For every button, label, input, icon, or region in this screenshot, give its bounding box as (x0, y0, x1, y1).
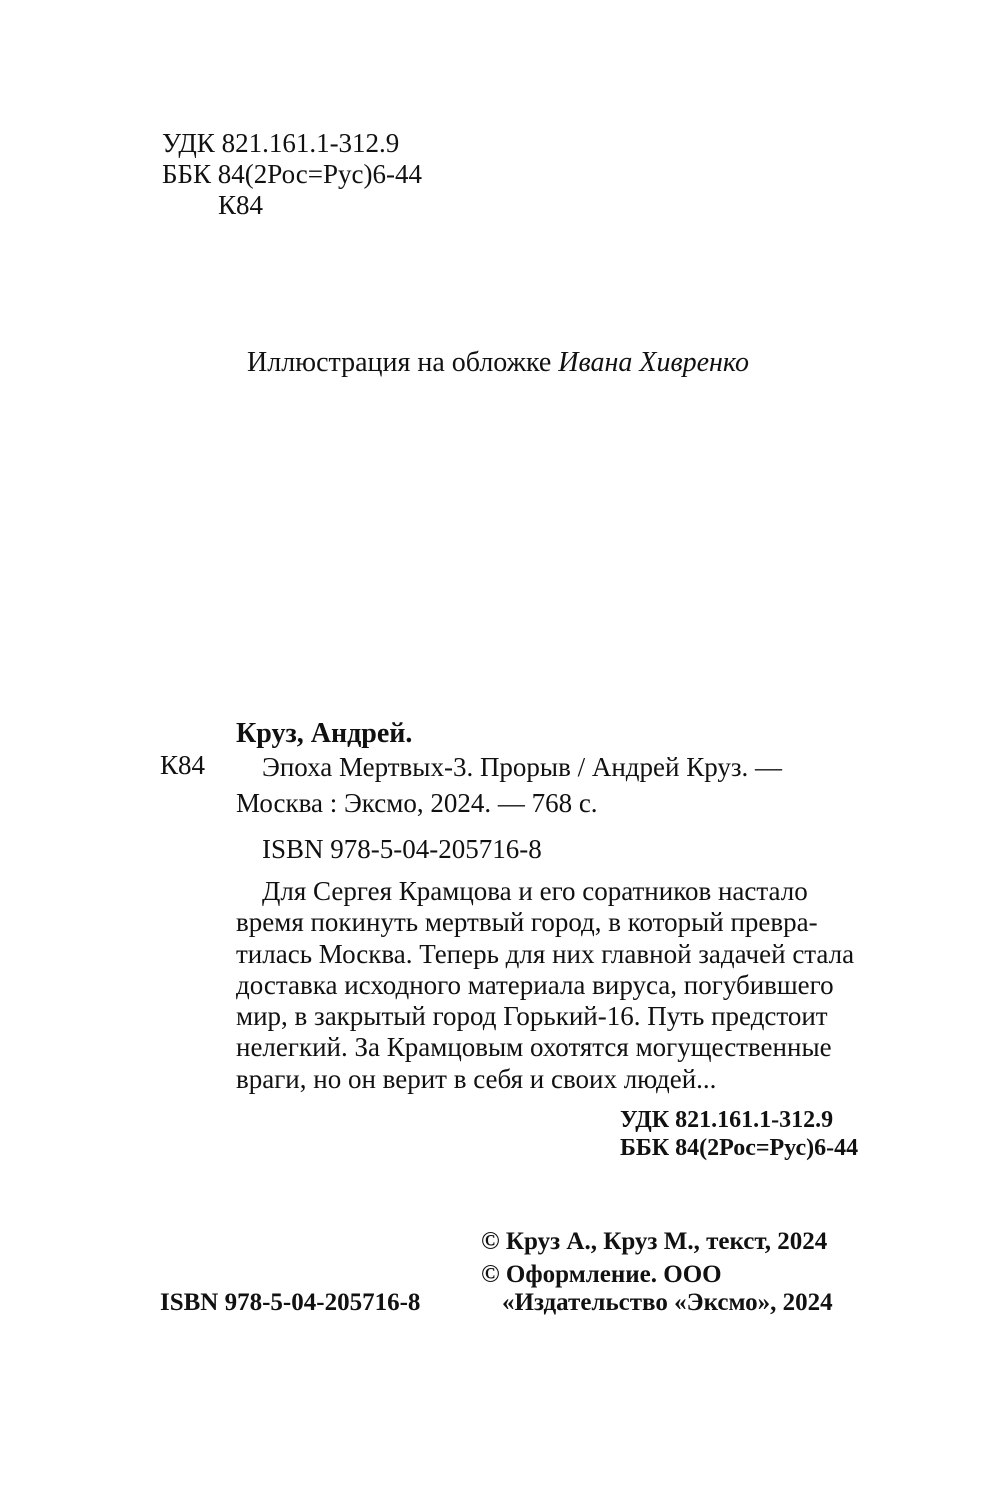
copyright-design: © Оформление. ООО (481, 1261, 722, 1288)
entry-author-mark: К84 (160, 750, 206, 780)
annotation-line: мир, в закрытый город Горький-16. Путь предстоит (236, 1001, 828, 1032)
illustration-artist: Ивана Хивренко (558, 347, 749, 378)
bbk-code: ББК 84(2Рос=Рус)6-44 (162, 159, 422, 189)
entry-heading: Круз, Андрей. (236, 718, 413, 749)
bbk-code-bottom: ББК 84(2Рос=Рус)6-44 (620, 1135, 859, 1161)
entry-isbn: ISBN 978-5-04-205716-8 (262, 834, 542, 864)
udk-code-bottom: УДК 821.161.1-312.9 (620, 1107, 834, 1133)
illustration-credit (247, 347, 749, 379)
copyright-text: © Круз А., Круз М., текст, 2024 (481, 1228, 828, 1255)
entry-publication-line: Москва : Эксмо, 2024. — 768 с. (236, 788, 598, 818)
annotation-line: время покинуть мертвый город, в который превра- (236, 907, 818, 938)
entry-title-line: Эпоха Мертвых-3. Прорыв / Андрей Круз. — (262, 752, 783, 782)
annotation-line: тилась Москва. Теперь для них главной задачей стала (236, 938, 855, 969)
isbn-bottom: ISBN 978-5-04-205716-8 (160, 1289, 421, 1316)
annotation (236, 876, 884, 1095)
annotation-line: враги, но он верит в себя и своих людей... (236, 1063, 717, 1094)
udk-code: УДК 821.161.1-312.9 (162, 128, 400, 158)
annotation-line: Для Сергея Крамцова и его соратников настало (262, 876, 808, 906)
annotation-line: нелегкий. За Крамцовым охотятся могущественные (236, 1032, 832, 1063)
copyright-publisher: «Издательство «Эксмо», 2024 (502, 1289, 833, 1316)
illustration-prefix: Иллюстрация на обложке (247, 347, 559, 378)
author-mark: К84 (218, 190, 264, 220)
annotation-line: доставка исходного материала вируса, погубившего (236, 969, 834, 1000)
